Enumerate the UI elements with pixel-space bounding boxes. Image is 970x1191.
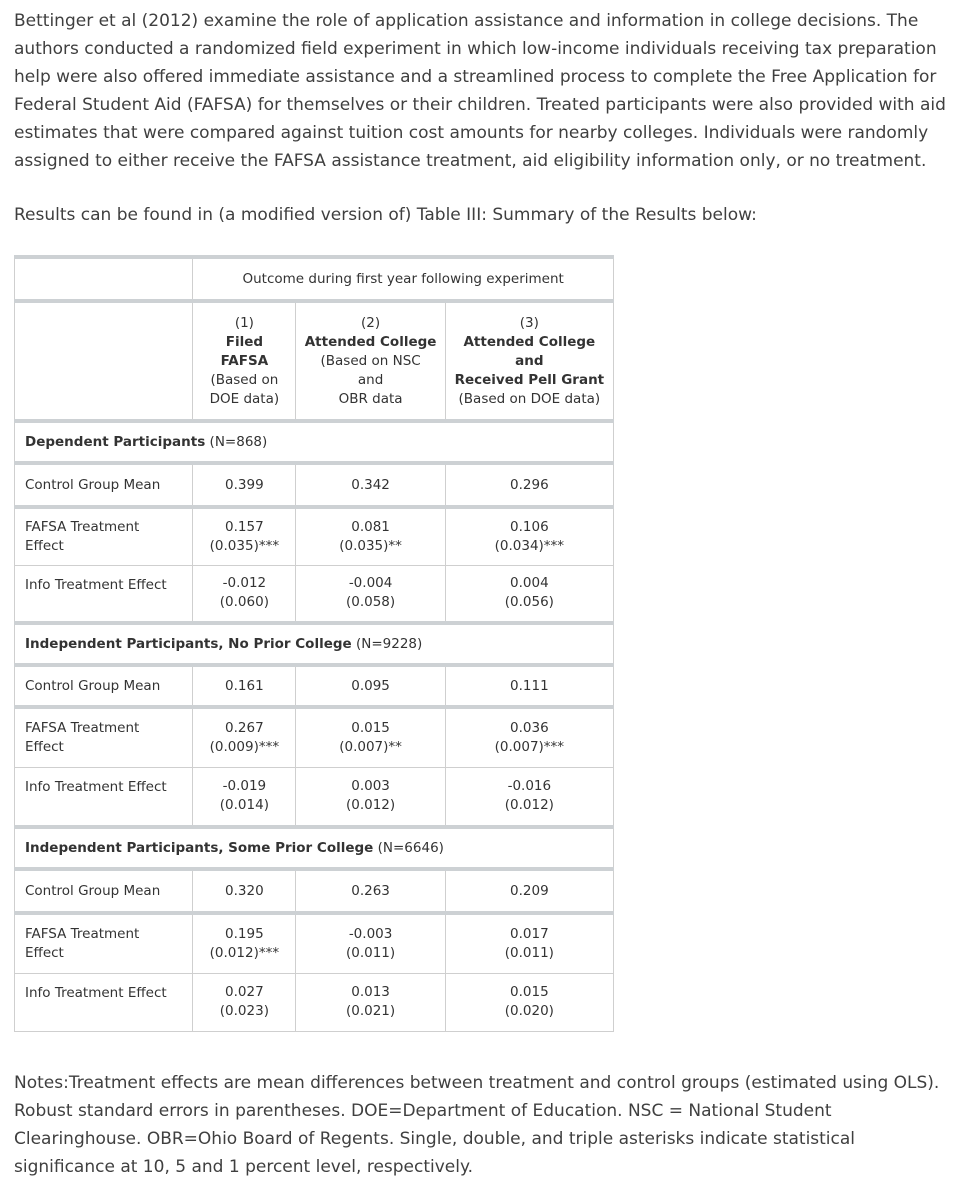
row-label: Control Group Mean [15,463,193,507]
cell-value: 0.017 (0.011) [445,913,613,973]
cell-value: 0.195 (0.012)*** [193,913,296,973]
row-label: FAFSA Treatment Effect [15,507,193,565]
cell-value: 0.342 [296,463,445,507]
empty-corner-cell [15,257,193,301]
cell-value: -0.012 (0.060) [193,565,296,623]
row-label: FAFSA Treatment Effect [15,707,193,767]
column-header-2: (2) Attended College (Based on NSC and OBR data [296,301,445,421]
cell-value: -0.004 (0.058) [296,565,445,623]
cell-value: 0.263 [296,869,445,913]
column-header-1: (1) Filed FAFSA (Based on DOE data) [193,301,296,421]
section-header-row [15,421,614,463]
results-table [14,255,614,1032]
table-row [15,869,614,913]
intro-paragraph: Bettinger et al (2012) examine the role of application assistance and information in college decisions. The authors conducted a randomized field experiment in which low-income individuals receiving tax preparation help were also offered immediate assistance and a streamlined process to complete the Free Application for Federal Student Aid (FAFSA) for themselves or their children. Treated participants were also provided with aid estimates that were compared against tuition cost amounts for nearby colleges. Individuals were randomly assigned to either receive the FAFSA assistance treatment, aid eligibility information only, or no treatment. [14,11,946,171]
cell-value: 0.095 [296,665,445,707]
table-row [15,507,614,565]
cell-value: 0.004 (0.056) [445,565,613,623]
cell-value: -0.003 (0.011) [296,913,445,973]
section-title: Dependent Participants (N=868) [15,421,614,463]
cell-value: 0.081 (0.035)** [296,507,445,565]
cell-value: 0.209 [445,869,613,913]
row-label: Info Treatment Effect [15,973,193,1031]
section-header-row [15,623,614,665]
column-header-3: (3) Attended College and Received Pell Grant (Based on DOE data) [445,301,613,421]
empty-header-cell [15,301,193,421]
table-row [15,565,614,623]
cell-value: 0.015 (0.007)** [296,707,445,767]
table-row [15,973,614,1031]
cell-value: -0.019 (0.014) [193,767,296,827]
notes-paragraph: Notes:Treatment effects are mean differences between treatment and control groups (estimated using OLS). Robust standard errors in parentheses. DOE=Department of Education. NSC = National Student Clearinghouse. OBR=Ohio Board of Regents. Single, double, and triple asterisks indicate statistical significance at 10, 5 and 1 percent level, respectively. [14,1073,940,1177]
row-label: Info Treatment Effect [15,767,193,827]
cell-value: 0.320 [193,869,296,913]
cell-value: 0.399 [193,463,296,507]
table-row [15,707,614,767]
cell-value: 0.015 (0.020) [445,973,613,1031]
table-row [15,463,614,507]
cell-value: 0.267 (0.009)*** [193,707,296,767]
cell-value: -0.016 (0.012) [445,767,613,827]
cell-value: 0.111 [445,665,613,707]
outcome-span-header: Outcome during first year following experiment [193,257,614,301]
section-title: Independent Participants, Some Prior College (N=6646) [15,827,614,869]
section-header-row [15,827,614,869]
row-label: Control Group Mean [15,665,193,707]
table-row [15,913,614,973]
column-header-row [15,301,614,421]
section-title: Independent Participants, No Prior College (N=9228) [15,623,614,665]
table-row [15,665,614,707]
cell-value: 0.296 [445,463,613,507]
cell-value: 0.157 (0.035)*** [193,507,296,565]
row-label: Control Group Mean [15,869,193,913]
table-row [15,767,614,827]
cell-value: 0.027 (0.023) [193,973,296,1031]
cell-value: 0.161 [193,665,296,707]
table-header-row [15,257,614,301]
row-label: Info Treatment Effect [15,565,193,623]
cell-value: 0.003 (0.012) [296,767,445,827]
results-intro: Results can be found in (a modified version of) Table III: Summary of the Results below: [14,205,757,225]
cell-value: 0.013 (0.021) [296,973,445,1031]
row-label: FAFSA Treatment Effect [15,913,193,973]
cell-value: 0.036 (0.007)*** [445,707,613,767]
cell-value: 0.106 (0.034)*** [445,507,613,565]
